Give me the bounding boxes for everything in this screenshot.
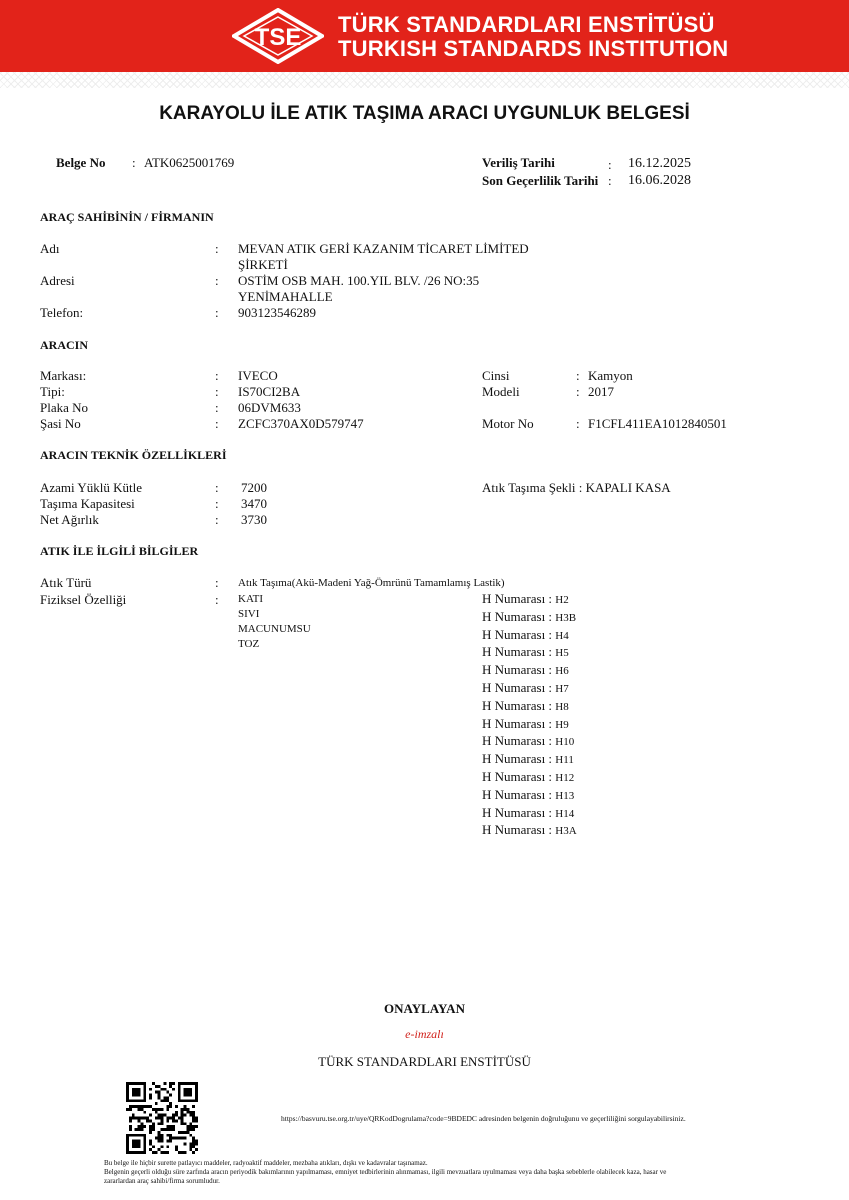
plaka-label: Plaka No (40, 400, 89, 415)
colon: : (608, 157, 612, 172)
net-label: Net Ağırlık (40, 512, 99, 527)
colon: : (132, 155, 136, 170)
h-code-label: H Numarası : (482, 733, 553, 749)
colon: : (215, 241, 219, 256)
h-code-value: H7 (555, 682, 569, 695)
qr-code (126, 1082, 198, 1154)
atik-turu-label: Atık Türü (40, 575, 92, 590)
modeli-value: 2017 (588, 384, 614, 399)
colon: : (215, 496, 219, 511)
h-code-row (482, 662, 577, 680)
h-code-value: H10 (555, 736, 575, 749)
verification-text: https://basvuru.tse.org.tr/uye/QRKodDogrulama?code=9BDEDC adresinden belgenin doğruluğunu ve geçerliliğini sorgulayabilirsiniz. (281, 1114, 686, 1123)
h-code-row (482, 733, 577, 751)
h-code-label: H Numarası : (482, 662, 553, 678)
h-code-label: H Numarası : (482, 822, 553, 838)
h-code-label: H Numarası : (482, 608, 553, 624)
colon: : (215, 368, 219, 383)
plaka-value: 06DVM633 (238, 400, 301, 415)
h-code-label: H Numarası : (482, 715, 553, 731)
h-code-list (482, 591, 577, 840)
h-code-value: H14 (555, 807, 575, 820)
colon: : (608, 173, 612, 188)
h-code-value: H12 (555, 771, 575, 784)
h-code-label: H Numarası : (482, 644, 553, 660)
svg-text:TSE: TSE (254, 24, 302, 51)
h-code-value: H8 (555, 700, 569, 713)
motor-value: F1CFL411EA1012840501 (588, 416, 727, 431)
waste-heading: ATIK İLE İLGİLİ BİLGİLER (40, 544, 199, 558)
cinsi-value: Kamyon (588, 368, 633, 383)
colon: : (576, 384, 580, 399)
vehicle-heading: ARACIN (40, 338, 88, 352)
h-code-value: H13 (555, 789, 575, 802)
h-code-row (482, 716, 577, 734)
owner-address-line1: OSTİM OSB MAH. 100.YIL BLV. /26 NO:35 (238, 273, 480, 288)
colon: : (215, 416, 219, 431)
tse-logo (232, 8, 324, 64)
h-code-value: H6 (555, 665, 569, 678)
h-code-row (482, 769, 577, 787)
approval-institution: TÜRK STANDARDLARI ENSTİTÜSÜ (318, 1054, 531, 1069)
azami-label: Azami Yüklü Kütle (40, 480, 143, 495)
h-code-value: H3B (555, 611, 577, 624)
verilis-value: 16.12.2025 (628, 156, 691, 171)
colon: : (215, 575, 219, 590)
colon: : (215, 305, 219, 320)
colon: : (215, 480, 219, 495)
colon: : (215, 400, 219, 415)
h-code-row (482, 644, 577, 662)
owner-name-line1: MEVAN ATIK GERİ KAZANIM TİCARET LİMİTED (238, 241, 529, 256)
tipi-value: IS70CI2BA (238, 384, 301, 399)
owner-address-label: Adresi (40, 273, 75, 288)
h-code-row (482, 805, 577, 823)
h-code-row (482, 822, 577, 840)
h-code-value: H9 (555, 718, 569, 731)
fiziksel-item: SIVI (238, 608, 260, 620)
motor-label: Motor No (482, 416, 534, 431)
footer-note-2: Belgenin geçerli olduğu süre zarfında aracın periyodik bakımlarının yapılmaması, emniyet tedbirlerinin alınmaması, ilgili mevzuatlara uyulmaması veya daha başka sebeblerle olabilecek kaza, hasar ve (104, 1168, 667, 1176)
footer-note-3: zararlardan araç sahibi/firma sorumludur. (104, 1177, 220, 1185)
h-code-value: H3A (555, 825, 577, 838)
tech-heading: ARACIN TEKNİK ÖZELLİKLERİ (40, 448, 227, 462)
guilloche-pattern (0, 72, 849, 88)
h-code-value: H4 (555, 629, 569, 642)
fiziksel-label: Fiziksel Özelliği (40, 592, 127, 607)
atik-turu-value: Atık Taşıma(Akü-Madeni Yağ-Ömrünü Tamamlamış Lastik) (238, 577, 505, 589)
fiziksel-item: KATI (238, 593, 264, 605)
sasi-value: ZCFC370AX0D579747 (238, 416, 364, 431)
fiziksel-item: TOZ (238, 638, 260, 650)
marka-value: IVECO (238, 368, 278, 383)
net-value: 3730 (241, 512, 267, 527)
gecerlilik-value: 16.06.2028 (628, 173, 691, 188)
owner-heading: ARAÇ SAHİBİNİN / FİRMANIN (40, 210, 214, 224)
tipi-label: Tipi: (40, 384, 65, 399)
h-code-label: H Numarası : (482, 626, 553, 642)
sasi-label: Şasi No (40, 416, 81, 431)
belge-no-label: Belge No (56, 155, 106, 170)
cinsi-label: Cinsi (482, 368, 510, 383)
document-title: KARAYOLU İLE ATIK TAŞIMA ARACI UYGUNLUK BELGESİ (159, 103, 690, 124)
header-band (0, 0, 849, 72)
h-code-label: H Numarası : (482, 786, 553, 802)
colon: : (215, 273, 219, 288)
fiziksel-item: MACUNUMSU (238, 623, 311, 635)
h-code-row (482, 627, 577, 645)
belge-no-value: ATK0625001769 (144, 155, 235, 170)
e-signature: e-imzalı (405, 1027, 444, 1041)
h-code-row (482, 609, 577, 627)
h-code-row (482, 591, 577, 609)
h-code-row (482, 787, 577, 805)
owner-address-line2: YENİMAHALLE (238, 289, 333, 304)
owner-phone-value: 903123546289 (238, 305, 316, 320)
owner-name-label: Adı (40, 241, 60, 256)
verilis-label: Veriliş Tarihi (482, 155, 555, 170)
modeli-label: Modeli (482, 384, 520, 399)
colon: : (215, 384, 219, 399)
owner-name-line2: ŞİRKETİ (238, 257, 288, 272)
marka-label: Markası: (40, 368, 87, 383)
h-code-label: H Numarası : (482, 768, 553, 784)
h-code-row (482, 680, 577, 698)
institution-name-en: TURKISH STANDARDS INSTITUTION (338, 36, 729, 61)
h-code-label: H Numarası : (482, 591, 553, 606)
tasima-sekli: Atık Taşıma Şekli : KAPALI KASA (482, 480, 671, 495)
fiziksel-list (238, 592, 311, 652)
owner-phone-label: Telefon: (40, 305, 84, 320)
colon: : (215, 592, 219, 607)
colon: : (576, 368, 580, 383)
h-code-label: H Numarası : (482, 804, 553, 820)
azami-value: 7200 (241, 480, 267, 495)
colon: : (576, 416, 580, 431)
h-code-value: H5 (555, 647, 569, 660)
h-code-value: H11 (555, 754, 574, 767)
h-code-value: H2 (555, 594, 569, 606)
colon: : (215, 512, 219, 527)
h-code-row (482, 751, 577, 769)
h-code-row (482, 698, 577, 716)
gecerlilik-label: Son Geçerlilik Tarihi (482, 173, 599, 188)
footer-note-1: Bu belge ile hiçbir surette patlayıcı maddeler, radyoaktif maddeler, mezbaha atıkları, dışkı ve kadavralar taşınamaz. (104, 1159, 428, 1167)
h-code-label: H Numarası : (482, 679, 553, 695)
kapasite-value: 3470 (241, 496, 267, 511)
h-code-label: H Numarası : (482, 751, 553, 767)
approval-heading: ONAYLAYAN (384, 1001, 465, 1016)
h-code-label: H Numarası : (482, 697, 553, 713)
institution-name-tr: TÜRK STANDARDLARI ENSTİTÜSÜ (338, 12, 715, 37)
kapasite-label: Taşıma Kapasitesi (40, 496, 135, 511)
